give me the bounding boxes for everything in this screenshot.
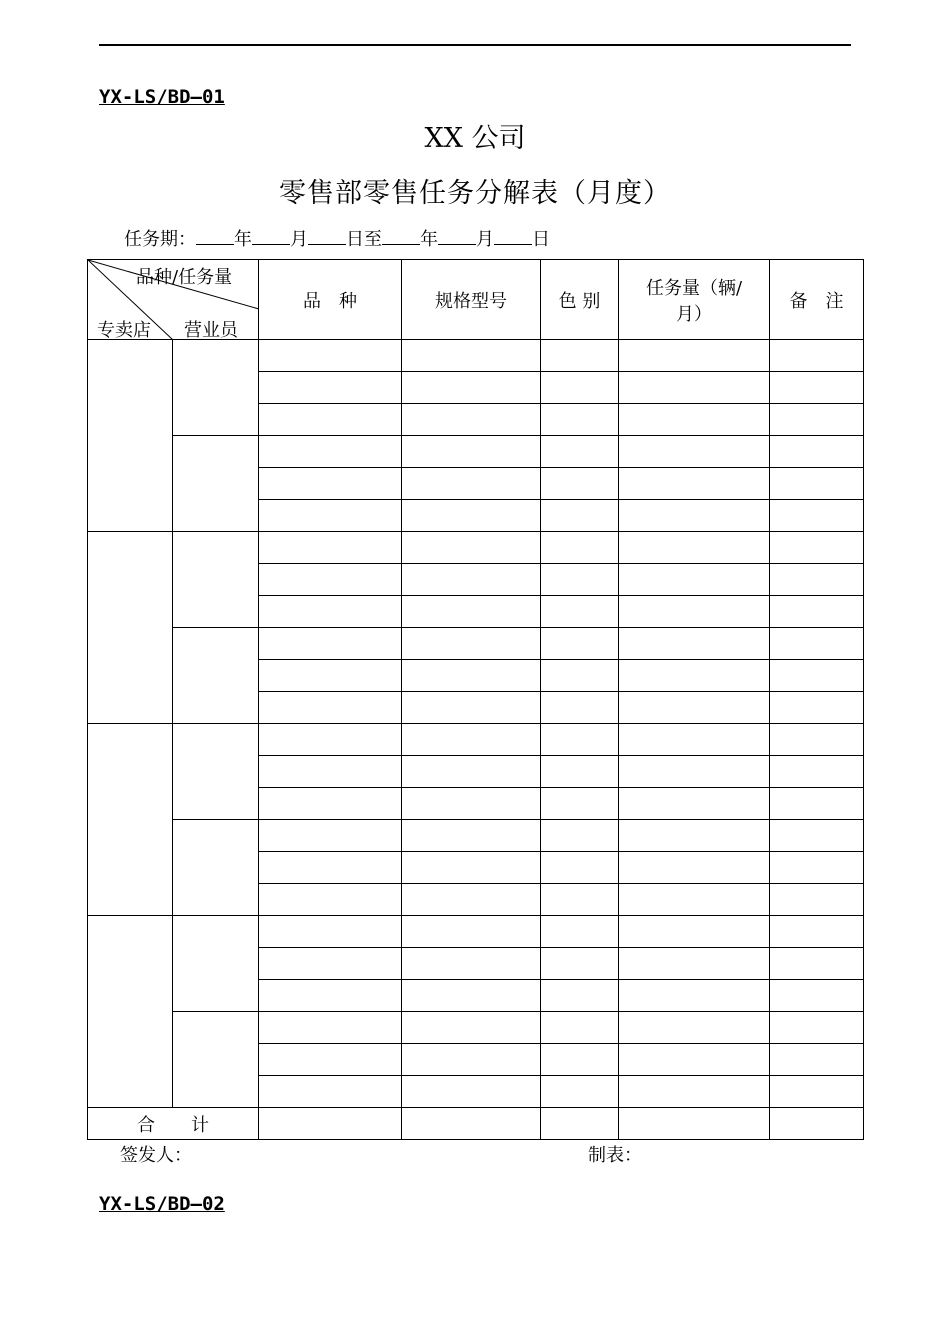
header-spec-model: 规格型号 <box>402 260 541 340</box>
color-cell[interactable] <box>541 1076 619 1108</box>
variety-cell[interactable] <box>259 1012 402 1044</box>
remarks-cell[interactable] <box>770 372 864 404</box>
signer-label: 签发人： <box>120 1145 192 1166</box>
year-end-field[interactable] <box>382 243 420 245</box>
spec-model-cell[interactable] <box>402 1044 541 1076</box>
color-cell[interactable] <box>541 948 619 980</box>
color-cell[interactable] <box>541 596 619 628</box>
task-qty-cell[interactable] <box>619 820 770 852</box>
variety-cell[interactable] <box>259 692 402 724</box>
task-qty-cell[interactable] <box>619 788 770 820</box>
remarks-cell[interactable] <box>770 340 864 372</box>
header-task-qty-line2: 月） <box>676 303 712 325</box>
task-qty-cell[interactable] <box>619 436 770 468</box>
color-cell[interactable] <box>541 340 619 372</box>
period-label: 任务期： <box>124 229 196 250</box>
task-qty-cell[interactable] <box>619 916 770 948</box>
color-cell[interactable] <box>541 1044 619 1076</box>
remarks-cell[interactable] <box>770 788 864 820</box>
remarks-cell[interactable] <box>770 596 864 628</box>
table-row <box>88 436 864 468</box>
variety-cell[interactable] <box>259 340 402 372</box>
spec-model-cell[interactable] <box>402 948 541 980</box>
variety-cell[interactable] <box>259 884 402 916</box>
variety-cell[interactable] <box>259 948 402 980</box>
spec-model-cell[interactable] <box>402 532 541 564</box>
variety-cell[interactable] <box>259 436 402 468</box>
task-breakdown-table <box>87 259 864 1140</box>
total-spec-model-cell[interactable] <box>402 1108 541 1140</box>
table-row <box>88 340 864 372</box>
table-row <box>88 628 864 660</box>
header-variety: 品 种 <box>259 260 402 340</box>
table-row <box>88 724 864 756</box>
task-qty-cell[interactable] <box>619 660 770 692</box>
spec-model-cell[interactable] <box>402 692 541 724</box>
salesperson-cell[interactable] <box>173 916 259 1012</box>
store-cell[interactable] <box>88 340 173 532</box>
salesperson-cell[interactable] <box>173 724 259 820</box>
corner-label-salesperson: 营业员 <box>184 320 238 341</box>
spec-model-cell[interactable] <box>402 468 541 500</box>
color-cell[interactable] <box>541 532 619 564</box>
remarks-cell[interactable] <box>770 660 864 692</box>
task-qty-cell[interactable] <box>619 532 770 564</box>
document-code: YX-LS/BD—01 <box>99 86 225 108</box>
remarks-cell[interactable] <box>770 1012 864 1044</box>
remarks-cell[interactable] <box>770 884 864 916</box>
salesperson-cell[interactable] <box>173 1012 259 1108</box>
variety-cell[interactable] <box>259 372 402 404</box>
total-color-cell[interactable] <box>541 1108 619 1140</box>
table-row <box>88 1012 864 1044</box>
table-row <box>88 532 864 564</box>
spec-model-cell[interactable] <box>402 404 541 436</box>
month-end-field[interactable] <box>438 243 476 245</box>
remarks-cell[interactable] <box>770 564 864 596</box>
task-qty-cell[interactable] <box>619 564 770 596</box>
task-qty-cell[interactable] <box>619 852 770 884</box>
store-cell[interactable] <box>88 916 173 1108</box>
variety-cell[interactable] <box>259 500 402 532</box>
remarks-cell[interactable] <box>770 436 864 468</box>
task-qty-cell[interactable] <box>619 980 770 1012</box>
salesperson-cell[interactable] <box>173 820 259 916</box>
period-year-2: 年 <box>420 229 438 250</box>
remarks-cell[interactable] <box>770 468 864 500</box>
total-variety-cell[interactable] <box>259 1108 402 1140</box>
color-cell[interactable] <box>541 436 619 468</box>
color-cell[interactable] <box>541 404 619 436</box>
store-cell[interactable] <box>88 532 173 724</box>
spec-model-cell[interactable] <box>402 980 541 1012</box>
remarks-cell[interactable] <box>770 820 864 852</box>
task-qty-cell[interactable] <box>619 596 770 628</box>
salesperson-cell[interactable] <box>173 532 259 628</box>
diagonal-header-cell <box>88 260 259 340</box>
variety-cell[interactable] <box>259 756 402 788</box>
period-month-1: 月 <box>290 229 308 250</box>
period-year-1: 年 <box>234 229 252 250</box>
color-cell[interactable] <box>541 852 619 884</box>
remarks-cell[interactable] <box>770 916 864 948</box>
task-qty-cell[interactable] <box>619 756 770 788</box>
total-row <box>88 1108 864 1140</box>
variety-cell[interactable] <box>259 596 402 628</box>
task-qty-cell[interactable] <box>619 692 770 724</box>
top-rule <box>99 44 851 46</box>
table-row <box>88 916 864 948</box>
variety-cell[interactable] <box>259 980 402 1012</box>
color-cell[interactable] <box>541 916 619 948</box>
remarks-cell[interactable] <box>770 724 864 756</box>
task-qty-cell[interactable] <box>619 1012 770 1044</box>
spec-model-cell[interactable] <box>402 820 541 852</box>
corner-label-store: 专卖店 <box>97 320 151 341</box>
variety-cell[interactable] <box>259 404 402 436</box>
corner-label-variety-qty: 品种/任务量 <box>136 267 233 288</box>
variety-cell[interactable] <box>259 1044 402 1076</box>
color-cell[interactable] <box>541 628 619 660</box>
spec-model-cell[interactable] <box>402 724 541 756</box>
day-end-field[interactable] <box>494 243 532 245</box>
color-cell[interactable] <box>541 660 619 692</box>
maker-label: 制表： <box>588 1145 642 1166</box>
variety-cell[interactable] <box>259 820 402 852</box>
variety-cell[interactable] <box>259 468 402 500</box>
day-start-field[interactable] <box>308 243 346 245</box>
color-cell[interactable] <box>541 692 619 724</box>
year-start-field[interactable] <box>196 243 234 245</box>
variety-cell[interactable] <box>259 628 402 660</box>
task-qty-cell[interactable] <box>619 468 770 500</box>
total-task-qty-cell[interactable] <box>619 1108 770 1140</box>
color-cell[interactable] <box>541 468 619 500</box>
month-start-field[interactable] <box>252 243 290 245</box>
remarks-cell[interactable] <box>770 980 864 1012</box>
spec-model-cell[interactable] <box>402 916 541 948</box>
color-cell[interactable] <box>541 1012 619 1044</box>
task-qty-cell[interactable] <box>619 1076 770 1108</box>
company-name: XX 公司 <box>424 123 526 154</box>
header-remarks: 备 注 <box>770 260 864 340</box>
spec-model-cell[interactable] <box>402 1076 541 1108</box>
remarks-cell[interactable] <box>770 532 864 564</box>
variety-cell[interactable] <box>259 724 402 756</box>
total-label: 合 计 <box>88 1108 259 1140</box>
task-period-line <box>124 225 550 251</box>
remarks-cell[interactable] <box>770 692 864 724</box>
remarks-cell[interactable] <box>770 1044 864 1076</box>
remarks-cell[interactable] <box>770 852 864 884</box>
variety-cell[interactable] <box>259 660 402 692</box>
spec-model-cell[interactable] <box>402 660 541 692</box>
spec-model-cell[interactable] <box>402 564 541 596</box>
variety-cell[interactable] <box>259 564 402 596</box>
total-remarks-cell[interactable] <box>770 1108 864 1140</box>
remarks-cell[interactable] <box>770 948 864 980</box>
form-title: 零售部零售任务分解表（月度） <box>279 178 671 209</box>
spec-model-cell[interactable] <box>402 372 541 404</box>
period-month-2: 月 <box>476 229 494 250</box>
spec-model-cell[interactable] <box>402 788 541 820</box>
spec-model-cell[interactable] <box>402 628 541 660</box>
task-qty-cell[interactable] <box>619 628 770 660</box>
color-cell[interactable] <box>541 500 619 532</box>
task-qty-cell[interactable] <box>619 404 770 436</box>
task-qty-cell[interactable] <box>619 340 770 372</box>
variety-cell[interactable] <box>259 788 402 820</box>
table-row <box>88 820 864 852</box>
salesperson-cell[interactable] <box>173 436 259 532</box>
spec-model-cell[interactable] <box>402 596 541 628</box>
store-cell[interactable] <box>88 724 173 916</box>
color-cell[interactable] <box>541 756 619 788</box>
task-qty-cell[interactable] <box>619 948 770 980</box>
salesperson-cell[interactable] <box>173 628 259 724</box>
document-code-next: YX-LS/BD—02 <box>99 1193 225 1215</box>
spec-model-cell[interactable] <box>402 1012 541 1044</box>
spec-model-cell[interactable] <box>402 852 541 884</box>
color-cell[interactable] <box>541 724 619 756</box>
header-color: 色 别 <box>541 260 619 340</box>
variety-cell[interactable] <box>259 916 402 948</box>
spec-model-cell[interactable] <box>402 436 541 468</box>
header-row <box>88 260 864 340</box>
period-day-to: 日至 <box>346 229 382 250</box>
task-qty-cell[interactable] <box>619 1044 770 1076</box>
remarks-cell[interactable] <box>770 756 864 788</box>
color-cell[interactable] <box>541 884 619 916</box>
spec-model-cell[interactable] <box>402 340 541 372</box>
color-cell[interactable] <box>541 820 619 852</box>
task-qty-cell[interactable] <box>619 724 770 756</box>
remarks-cell[interactable] <box>770 404 864 436</box>
spec-model-cell[interactable] <box>402 756 541 788</box>
color-cell[interactable] <box>541 980 619 1012</box>
remarks-cell[interactable] <box>770 628 864 660</box>
salesperson-cell[interactable] <box>173 340 259 436</box>
task-qty-cell[interactable] <box>619 500 770 532</box>
color-cell[interactable] <box>541 564 619 596</box>
spec-model-cell[interactable] <box>402 884 541 916</box>
remarks-cell[interactable] <box>770 500 864 532</box>
variety-cell[interactable] <box>259 532 402 564</box>
color-cell[interactable] <box>541 788 619 820</box>
header-task-qty <box>619 260 770 340</box>
variety-cell[interactable] <box>259 1076 402 1108</box>
color-cell[interactable] <box>541 372 619 404</box>
task-qty-cell[interactable] <box>619 884 770 916</box>
variety-cell[interactable] <box>259 852 402 884</box>
header-task-qty-line1: 任务量（辆/ <box>645 277 743 299</box>
period-day-2: 日 <box>532 229 550 250</box>
remarks-cell[interactable] <box>770 1076 864 1108</box>
spec-model-cell[interactable] <box>402 500 541 532</box>
task-qty-cell[interactable] <box>619 372 770 404</box>
